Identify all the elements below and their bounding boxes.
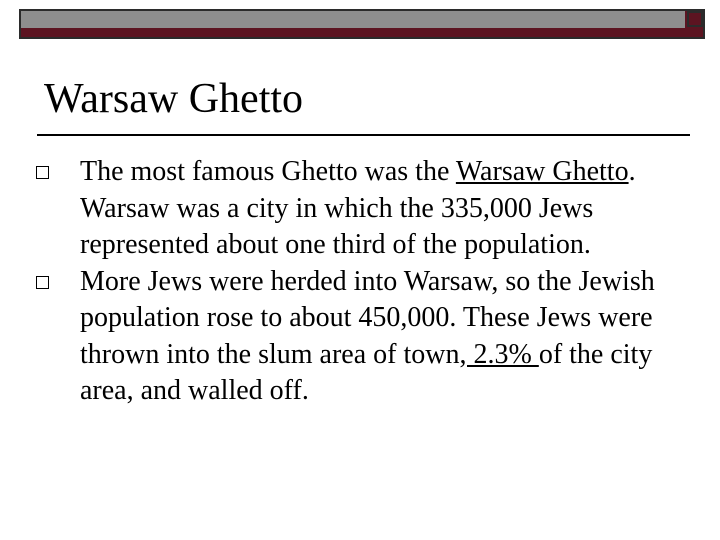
bullet-list xyxy=(36,154,686,410)
bullet-text-start: More Jews were herded into Warsaw, so the Jewish population rose to about 450,000. These Jews were thrown into the slum area of town xyxy=(80,265,655,370)
bullet-text-underlined: , 2.3% xyxy=(459,338,539,370)
header-bar xyxy=(19,9,705,39)
header-bar-gray-band xyxy=(21,11,685,28)
bullet-text-start: The most famous Ghetto was the xyxy=(80,156,456,187)
bullet-text-underlined: Warsaw Ghetto xyxy=(455,156,629,187)
bullet-item xyxy=(36,264,686,410)
hollow-square-bullet-icon xyxy=(36,276,49,289)
hollow-square-bullet-icon xyxy=(36,166,49,179)
title-divider xyxy=(37,134,690,136)
slide-title: Warsaw Ghetto xyxy=(44,76,304,122)
bullet-item xyxy=(36,154,686,264)
header-bar-square xyxy=(687,11,703,27)
bullet-text-end: of the city area, and walled off. xyxy=(80,338,653,406)
bullet-text-end: . Warsaw was a city in which the 335,000 Jews represented about one third of the population. xyxy=(80,156,636,260)
